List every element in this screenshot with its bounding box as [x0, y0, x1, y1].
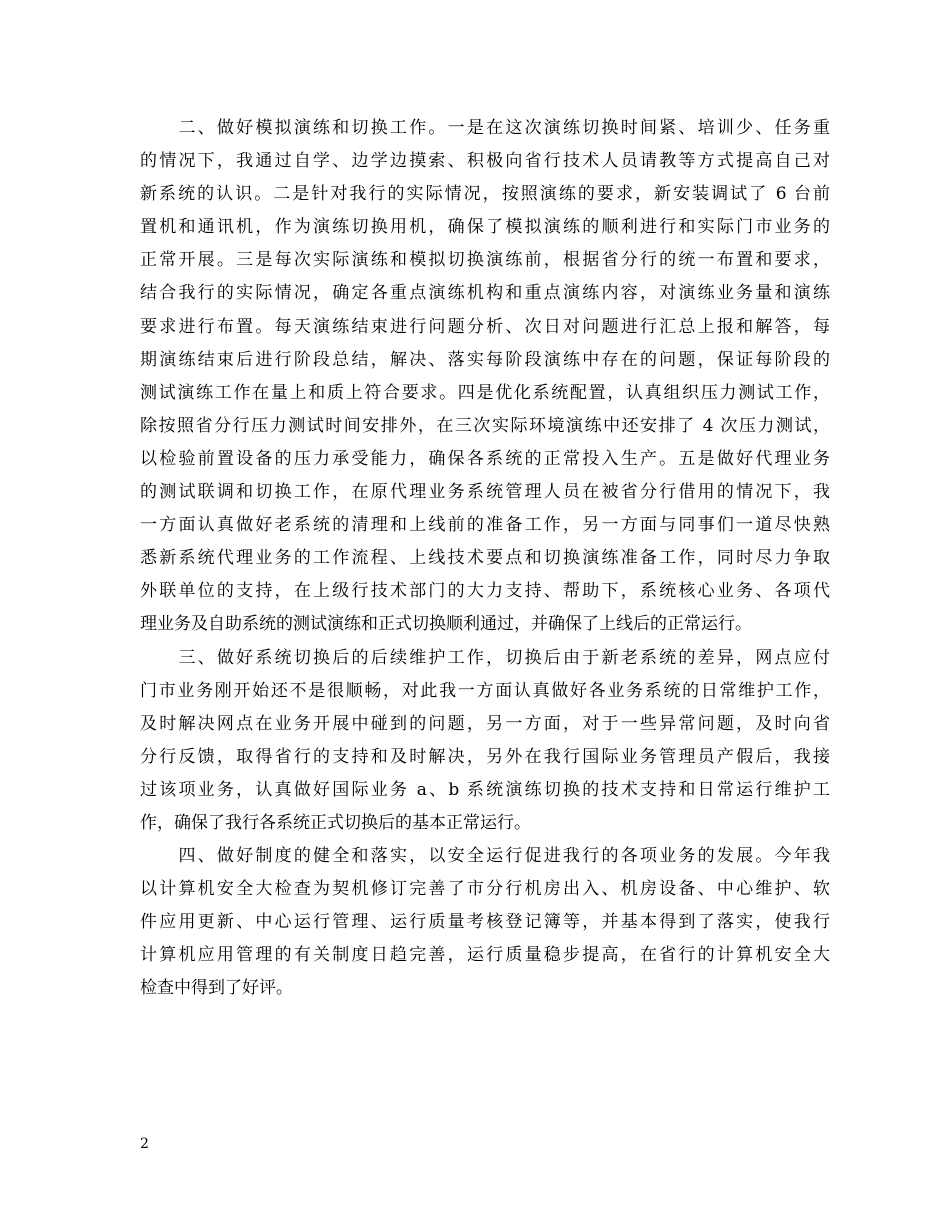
text-line: 要求进行布置。每天演练结束进行问题分析、次日对问题进行汇总上报和解答，每 — [140, 316, 830, 337]
text-line: 结合我行的实际情况，确定各重点演练机构和重点演练内容，对演练业务量和演练 — [140, 283, 830, 304]
text-line: 二、做好模拟演练和切换工作。一是在这次演练切换时间紧、培训少、任务重 — [140, 118, 830, 138]
text-line: 新系统的认识。二是针对我行的实际情况，按照演练的要求，新安装调试了 6 台前 — [140, 184, 830, 205]
text-line: 以计算机安全大检查为契机修订完善了市分行机房出入、机房设备、中心维护、软 — [140, 879, 830, 900]
page-number: 2 — [140, 1136, 149, 1152]
text-line: 件应用更新、中心运行管理、运行质量考核登记簿等，并基本得到了落实，使我行 — [140, 912, 830, 933]
text-line: 外联单位的支持，在上级行技术部门的大力支持、帮助下，系统核心业务、各项代 — [140, 581, 830, 602]
text-line: 检查中得到了好评。 — [140, 978, 293, 999]
text-line: 计算机应用管理的有关制度日趋完善，运行质量稳步提高，在省行的计算机安全大 — [140, 945, 830, 966]
text-line: 期演练结束后进行阶段总结，解决、落实每阶段演练中存在的问题，保证每阶段的 — [140, 349, 830, 370]
text-line: 三、做好系统切换后的后续维护工作，切换后由于新老系统的差异，网点应付 — [140, 647, 830, 668]
text-line: 及时解决网点在业务开展中碰到的问题，另一方面，对于一些异常问题，及时向省 — [140, 713, 830, 734]
text-line: 分行反馈，取得省行的支持和及时解决，另外在我行国际业务管理员产假后，我接 — [140, 746, 830, 767]
text-line: 过该项业务，认真做好国际业务 a、b 系统演练切换的技术支持和日常运行维护工 — [140, 779, 830, 800]
text-line: 除按照省分行压力测试时间安排外，在三次实际环境演练中还安排了 4 次压力测试， — [140, 415, 830, 436]
body-text — [140, 112, 830, 1006]
text-line: 一方面认真做好老系统的清理和上线前的准备工作，另一方面与同事们一道尽快熟 — [140, 515, 830, 536]
text-line: 的情况下，我通过自学、边学边摸索、积极向省行技术人员请教等方式提高自己对 — [140, 151, 830, 172]
text-line: 四、做好制度的健全和落实，以安全运行促进我行的各项业务的发展。今年我 — [140, 846, 830, 867]
text-line: 置机和通讯机，作为演练切换用机，确保了模拟演练的顺利进行和实际门市业务的 — [140, 217, 830, 238]
text-line: 以检验前置设备的压力承受能力，确保各系统的正常投入生产。五是做好代理业务 — [140, 448, 830, 469]
text-line: 门市业务刚开始还不是很顺畅，对此我一方面认真做好各业务系统的日常维护工作， — [140, 680, 830, 701]
text-line: 测试演练工作在量上和质上符合要求。四是优化系统配置，认真组织压力测试工作， — [140, 382, 830, 403]
text-line: 作，确保了我行各系统正式切换后的基本正常运行。 — [140, 812, 531, 833]
text-line: 正常开展。三是每次实际演练和模拟切换演练前，根据省分行的统一布置和要求， — [140, 250, 830, 271]
text-line: 悉新系统代理业务的工作流程、上线技术要点和切换演练准备工作，同时尽力争取 — [140, 548, 830, 569]
text-line: 理业务及自助系统的测试演练和正式切换顺利通过，并确保了上线后的正常运行。 — [140, 614, 752, 635]
text-line: 的测试联调和切换工作，在原代理业务系统管理人员在被省分行借用的情况下，我 — [140, 482, 830, 503]
